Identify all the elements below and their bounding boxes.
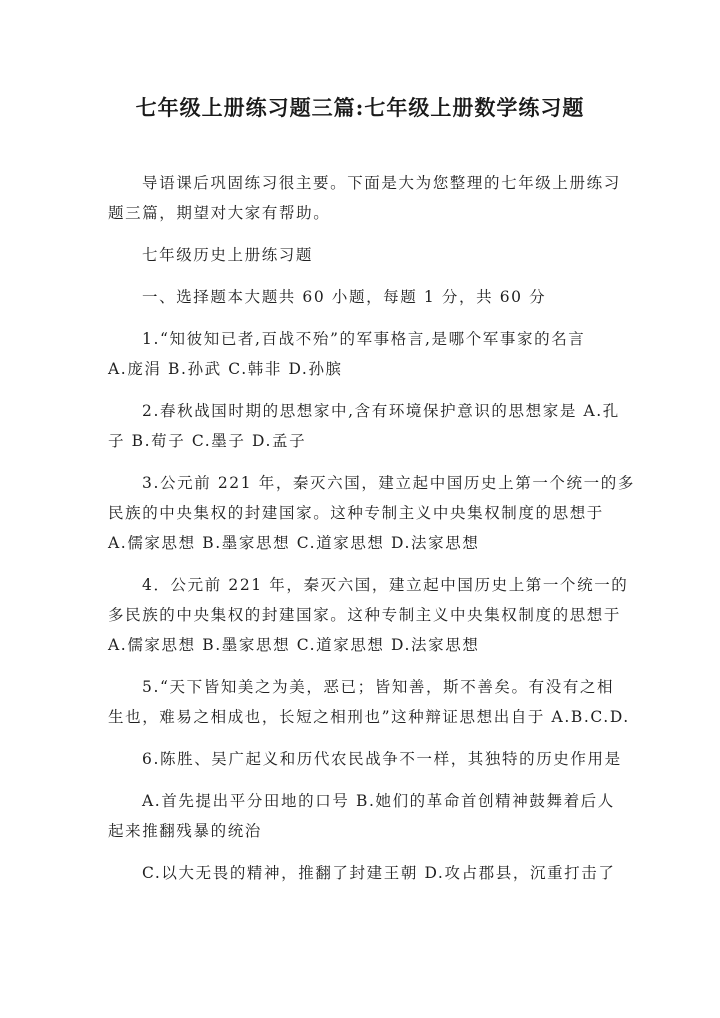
question-5-line: 生也，难易之相成也，长短之相刑也”这种辩证思想出自于 A.B.C.D.	[108, 708, 630, 726]
question-6-option-line: 起来推翻残暴的统治	[108, 822, 262, 840]
document-title: 七年级上册练习题三篇:七年级上册数学练习题	[135, 95, 585, 120]
document-body	[108, 168, 635, 888]
question-6-line: 6.陈胜、吴广起义和历代农民战争不一样，其独特的历史作用是	[142, 750, 622, 768]
question-4-line: 多民族的中央集权的封建国家。这种专制主义中央集权制度的思想于	[108, 606, 622, 624]
question-1-options: A.庞涓 B.孙武 C.韩非 D.孙膑	[108, 360, 343, 378]
section-heading: 七年级历史上册练习题	[142, 246, 314, 264]
question-6-option-line: C.以大无畏的精神，推翻了封建王朝 D.攻占郡县，沉重打击了	[142, 864, 616, 882]
question-2-line: 2.春秋战国时期的思想家中,含有环境保护意识的思想家是 A.孔	[142, 402, 620, 420]
question-2-options: 子 B.荀子 C.墨子 D.孟子	[108, 432, 307, 450]
question-5-line: 5.“天下皆知美之为美，恶已；皆知善，斯不善矣。有没有之相	[142, 678, 615, 696]
section-instruction: 一、选择题本大题共 60 小题，每题 1 分，共 60 分	[142, 288, 547, 306]
question-1-line: 1.“知彼知已者,百战不殆”的军事格言,是哪个军事家的名言	[142, 330, 586, 348]
paragraph-line: 题三篇，期望对大家有帮助。	[108, 204, 331, 222]
question-3-line: 3.公元前 221 年，秦灭六国，建立起中国历史上第一个统一的多	[142, 474, 635, 492]
question-4-options: A.儒家思想 B.墨家思想 C.道家思想 D.法家思想	[108, 636, 480, 654]
paragraph-line: 导语课后巩固练习很主要。下面是大为您整理的七年级上册练习	[142, 174, 621, 192]
question-4-line: 4．公元前 221 年，秦灭六国，建立起中国历史上第一个统一的	[142, 576, 629, 594]
question-6-option-line: A.首先提出平分田地的口号 B.她们的革命首创精神鼓舞着后人	[142, 792, 615, 810]
question-3-options: A.儒家思想 B.墨家思想 C.道家思想 D.法家思想	[108, 534, 480, 552]
question-3-line: 民族的中央集权的封建国家。这种专制主义中央集权制度的思想于	[108, 504, 604, 522]
